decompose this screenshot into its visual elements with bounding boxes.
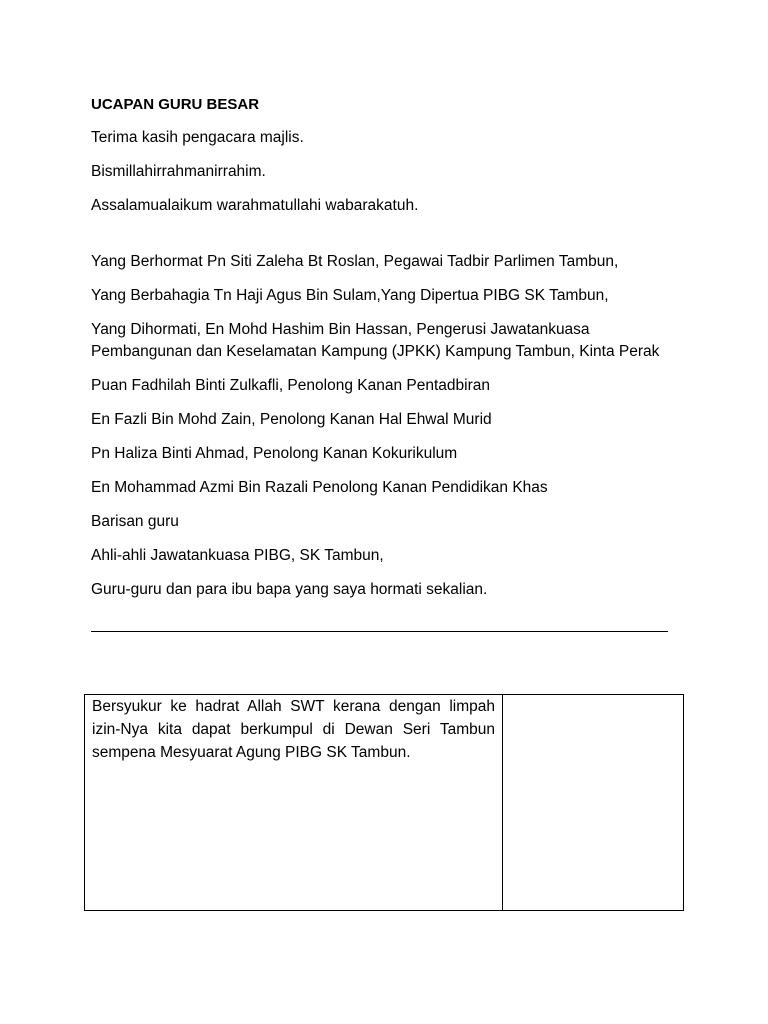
- opening-line: Assalamualaikum warahmatullahi wabarakatuh.: [91, 197, 419, 214]
- blank-line: [91, 229, 691, 251]
- salutation-line: En Mohammad Azmi Bin Razali Penolong Kanan Pendidikan Khas: [91, 479, 548, 496]
- salutation-line: Guru-guru dan para ibu bapa yang saya hormati sekalian.: [91, 581, 488, 598]
- salutation-line: Barisan guru: [91, 513, 179, 530]
- salutation-line: En Fazli Bin Mohd Zain, Penolong Kanan Hal Ehwal Murid: [91, 411, 492, 428]
- salutation-line: Pn Haliza Binti Ahmad, Penolong Kanan Kokurikulum: [91, 445, 458, 462]
- opening-line: Bismillahirrahmanirrahim.: [91, 163, 266, 180]
- horizontal-divider: [91, 631, 668, 632]
- salutation-line: Ahli-ahli Jawatankuasa PIBG, SK Tambun,: [91, 547, 384, 564]
- salutation-line: Yang Berhormat Pn Siti Zaleha Bt Roslan, Pegawai Tadbir Parlimen Tambun,: [91, 253, 619, 270]
- speech-table: [84, 694, 684, 911]
- speech-text-cell: Bersyukur ke hadrat Allah SWT kerana dengan limpah izin-Nya kita dapat berkumpul di Dewan Seri Tambun sempena Mesyuarat Agung PIBG SK Tambun.: [85, 695, 503, 910]
- opening-line: Terima kasih pengacara majlis.: [91, 129, 304, 146]
- document-body: [91, 95, 691, 613]
- salutation-line: Puan Fadhilah Binti Zulkafli, Penolong Kanan Pentadbiran: [91, 377, 490, 394]
- salutation-line: Yang Berbahagia Tn Haji Agus Bin Sulam,Yang Dipertua PIBG SK Tambun,: [91, 287, 609, 304]
- notes-cell: [503, 695, 683, 910]
- document-title: UCAPAN GURU BESAR: [91, 96, 260, 113]
- salutation-line: Yang Dihormati, En Mohd Hashim Bin Hassan, Pengerusi Jawatankuasa Pembangunan dan Keselamatan Kampung (JPKK) Kampung Tambun, Kinta Perak: [91, 321, 660, 360]
